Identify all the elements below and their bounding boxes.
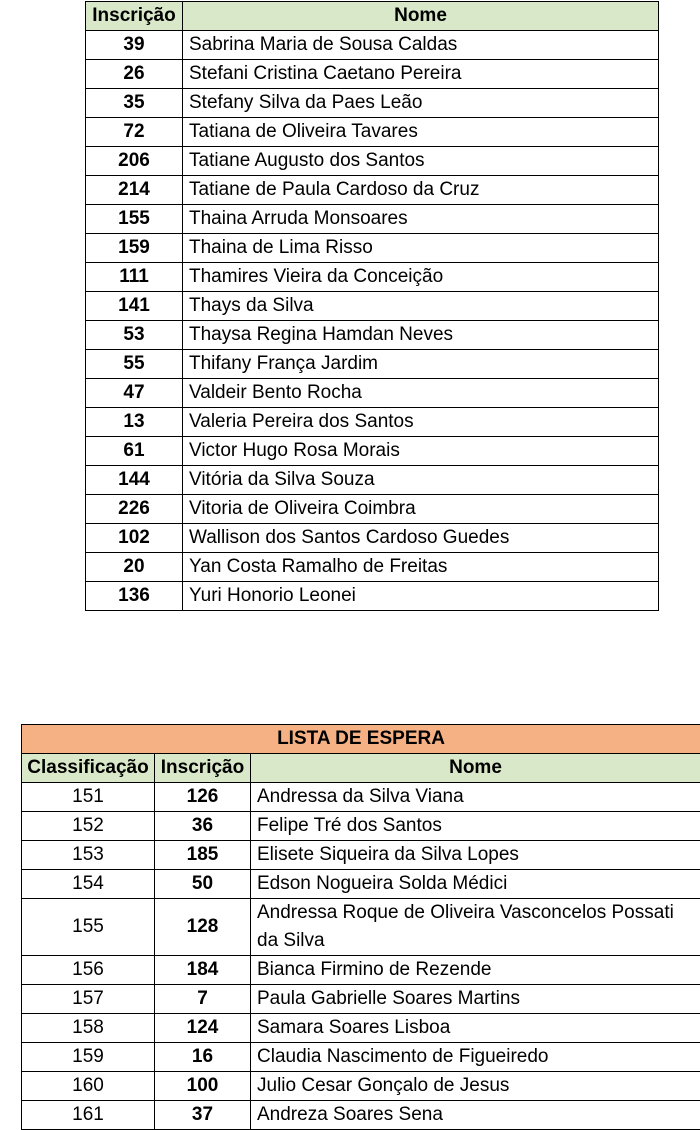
nome-cell: Tatiana de Oliveira Tavares [183,118,659,147]
nome-cell: Stefany Silva da Paes Leão [183,89,659,118]
inscricao-cell: 39 [86,31,183,60]
table-row [22,841,700,870]
table-row [22,985,700,1014]
wait-list-title: LISTA DE ESPERA [22,725,700,754]
inscricao-cell: 155 [86,205,183,234]
nome-cell: Vitoria de Oliveira Coimbra [183,495,659,524]
table-row [86,263,659,292]
table-row [86,292,659,321]
nome-cell: Vitória da Silva Souza [183,466,659,495]
inscricao-cell: 128 [155,899,251,956]
inscricao-cell: 13 [86,408,183,437]
inscricao-cell: 55 [86,350,183,379]
inscricao-cell: 16 [155,1043,251,1072]
table-row [22,899,700,956]
nome-cell: Tatiane de Paula Cardoso da Cruz [183,176,659,205]
nome-cell: Edson Nogueira Solda Médici [251,870,700,899]
wait-list-title-row [22,725,700,754]
inscricao-cell: 20 [86,553,183,582]
table-row [86,466,659,495]
inscricao-cell: 136 [86,582,183,611]
inscricao-cell: 124 [155,1014,251,1043]
inscricao-cell: 206 [86,147,183,176]
nome-cell: Paula Gabrielle Soares Martins [251,985,700,1014]
table-row [22,812,700,841]
nome-cell: Thaina Arruda Monsoares [183,205,659,234]
classificacao-cell: 159 [22,1043,155,1072]
table-row [22,1043,700,1072]
inscricao-cell: 26 [86,60,183,89]
classificacao-cell: 156 [22,956,155,985]
nome-cell: Julio Cesar Gonçalo de Jesus [251,1072,700,1101]
inscricao-cell: 100 [155,1072,251,1101]
table-row [86,553,659,582]
inscricao-cell: 72 [86,118,183,147]
inscricao-cell: 185 [155,841,251,870]
classificacao-cell: 153 [22,841,155,870]
table-row [86,379,659,408]
table-row [86,495,659,524]
selected-candidates-table [85,1,659,611]
table-header-row [86,2,659,31]
classificacao-cell: 158 [22,1014,155,1043]
classificacao-cell: 157 [22,985,155,1014]
table-row [86,205,659,234]
inscricao-cell: 111 [86,263,183,292]
nome-cell: Andressa da Silva Viana [251,783,700,812]
classificacao-cell: 154 [22,870,155,899]
table-row [86,60,659,89]
inscricao-cell: 47 [86,379,183,408]
inscricao-cell: 7 [155,985,251,1014]
nome-cell: Claudia Nascimento de Figueiredo [251,1043,700,1072]
inscricao-cell: 144 [86,466,183,495]
header-classificacao: Classificação [22,754,155,783]
classificacao-cell: 151 [22,783,155,812]
nome-cell: Valeria Pereira dos Santos [183,408,659,437]
nome-cell: Andreza Soares Sena [251,1101,700,1130]
table-row [86,408,659,437]
inscricao-cell: 184 [155,956,251,985]
nome-cell: Felipe Tré dos Santos [251,812,700,841]
table-row [22,1072,700,1101]
classificacao-cell: 160 [22,1072,155,1101]
nome-cell: Valdeir Bento Rocha [183,379,659,408]
inscricao-cell: 102 [86,524,183,553]
table-row [86,31,659,60]
nome-cell: Elisete Siqueira da Silva Lopes [251,841,700,870]
header-nome: Nome [183,2,659,31]
table-row [86,437,659,466]
table-row [22,870,700,899]
nome-cell: Andressa Roque de Oliveira Vasconcelos Possati da Silva [251,899,700,956]
nome-cell: Yan Costa Ramalho de Freitas [183,553,659,582]
nome-cell: Victor Hugo Rosa Morais [183,437,659,466]
header-inscricao: Inscrição [86,2,183,31]
nome-cell: Thamires Vieira da Conceição [183,263,659,292]
table-row [22,1101,700,1130]
table-row [86,89,659,118]
table-row [86,350,659,379]
inscricao-cell: 159 [86,234,183,263]
nome-cell: Thaina de Lima Risso [183,234,659,263]
nome-cell: Samara Soares Lisboa [251,1014,700,1043]
classificacao-cell: 155 [22,899,155,956]
table-row [86,118,659,147]
table-row [22,956,700,985]
table-row [22,783,700,812]
nome-cell: Yuri Honorio Leonei [183,582,659,611]
classificacao-cell: 161 [22,1101,155,1130]
table-row [86,582,659,611]
inscricao-cell: 226 [86,495,183,524]
inscricao-cell: 141 [86,292,183,321]
inscricao-cell: 35 [86,89,183,118]
inscricao-cell: 53 [86,321,183,350]
inscricao-cell: 36 [155,812,251,841]
table-header-row [22,754,700,783]
table-row [86,176,659,205]
nome-cell: Bianca Firmino de Rezende [251,956,700,985]
table-row [86,234,659,263]
nome-cell: Thifany França Jardim [183,350,659,379]
classificacao-cell: 152 [22,812,155,841]
nome-cell: Wallison dos Santos Cardoso Guedes [183,524,659,553]
inscricao-cell: 37 [155,1101,251,1130]
table-row [86,321,659,350]
nome-cell: Thays da Silva [183,292,659,321]
nome-cell: Thaysa Regina Hamdan Neves [183,321,659,350]
wait-list-table [21,724,700,1130]
inscricao-cell: 50 [155,870,251,899]
nome-cell: Sabrina Maria de Sousa Caldas [183,31,659,60]
table-row [86,524,659,553]
table-row [86,147,659,176]
header-inscricao: Inscrição [155,754,251,783]
inscricao-cell: 126 [155,783,251,812]
nome-cell: Tatiane Augusto dos Santos [183,147,659,176]
header-nome: Nome [251,754,700,783]
nome-cell: Stefani Cristina Caetano Pereira [183,60,659,89]
table-row [22,1014,700,1043]
inscricao-cell: 214 [86,176,183,205]
inscricao-cell: 61 [86,437,183,466]
